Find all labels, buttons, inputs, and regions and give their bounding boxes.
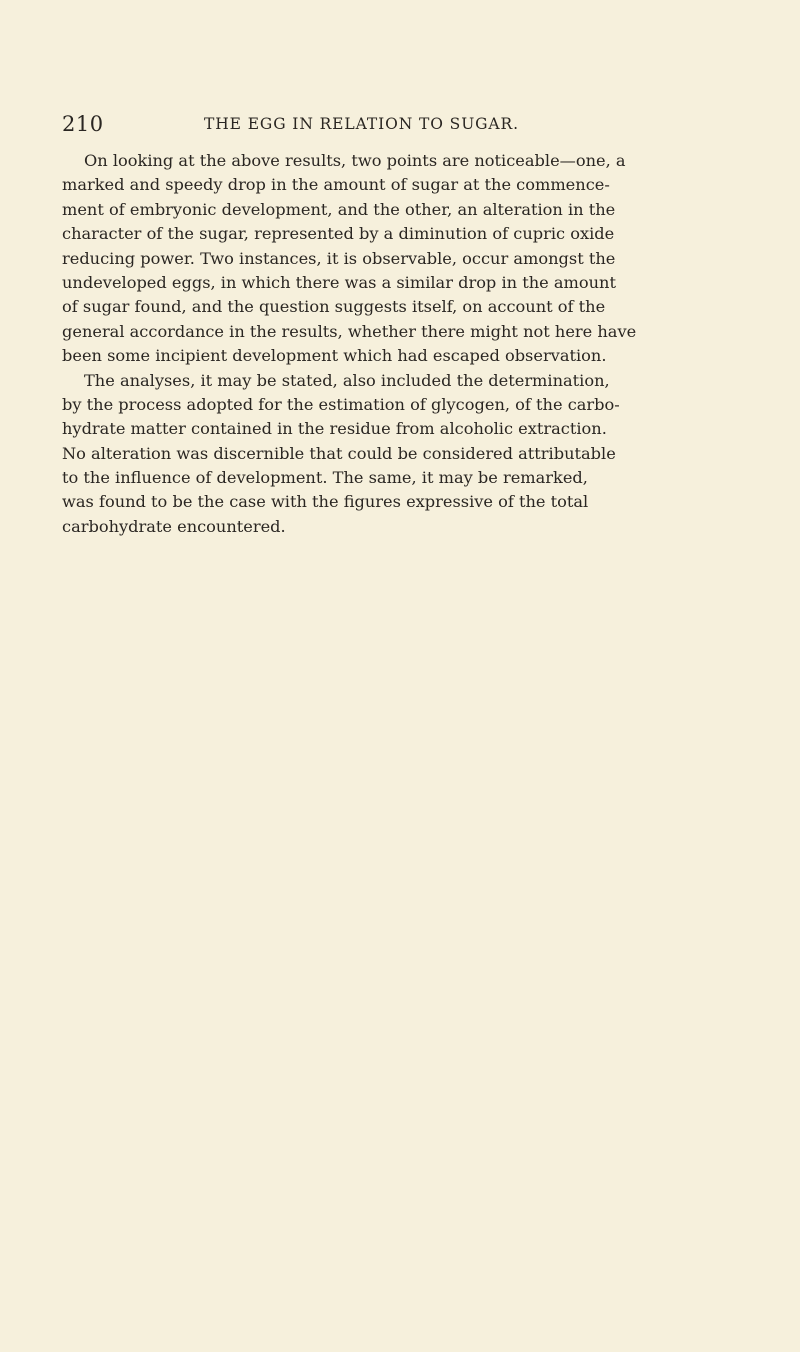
text-line: was found to be the case with the figures expressive of the total [62, 492, 589, 512]
text-line: ment of embryonic development, and the other, an alteration in the [62, 199, 616, 219]
body-text [62, 149, 740, 539]
text-line: been some incipient development which had escaped observation. [62, 346, 607, 366]
running-head [62, 112, 744, 138]
text-line: hydrate matter contained in the residue from alcoholic extraction. [62, 419, 607, 439]
text-line: general accordance in the results, whether there might not here have [62, 321, 637, 341]
text-line: undeveloped eggs, in which there was a similar drop in the amount [62, 272, 616, 292]
text-line: No alteration was discernible that could be considered attributable [62, 443, 616, 463]
running-title: THE EGG IN RELATION TO SUGAR. [204, 115, 519, 133]
paragraph-1 [62, 149, 740, 369]
text-line: of sugar found, and the question suggests itself, on account of the [62, 297, 606, 317]
text-line: The analyses, it may be stated, also included the determination, [84, 370, 610, 390]
text-line: to the influence of development. The same, it may be remarked, [62, 468, 588, 488]
text-line: On looking at the above results, two points are noticeable—one, a [84, 151, 626, 170]
text-line: marked and speedy drop in the amount of sugar at the commence- [62, 175, 610, 195]
page-number: 210 [62, 112, 104, 136]
text-line: by the process adopted for the estimation of glycogen, of the carbo- [62, 394, 620, 414]
text-line: carbohydrate encountered. [62, 516, 286, 536]
text-line: character of the sugar, represented by a diminution of cupric oxide [62, 224, 615, 244]
paragraph-2 [62, 369, 740, 540]
text-line: reducing power. Two instances, it is observable, occur amongst the [62, 248, 616, 268]
